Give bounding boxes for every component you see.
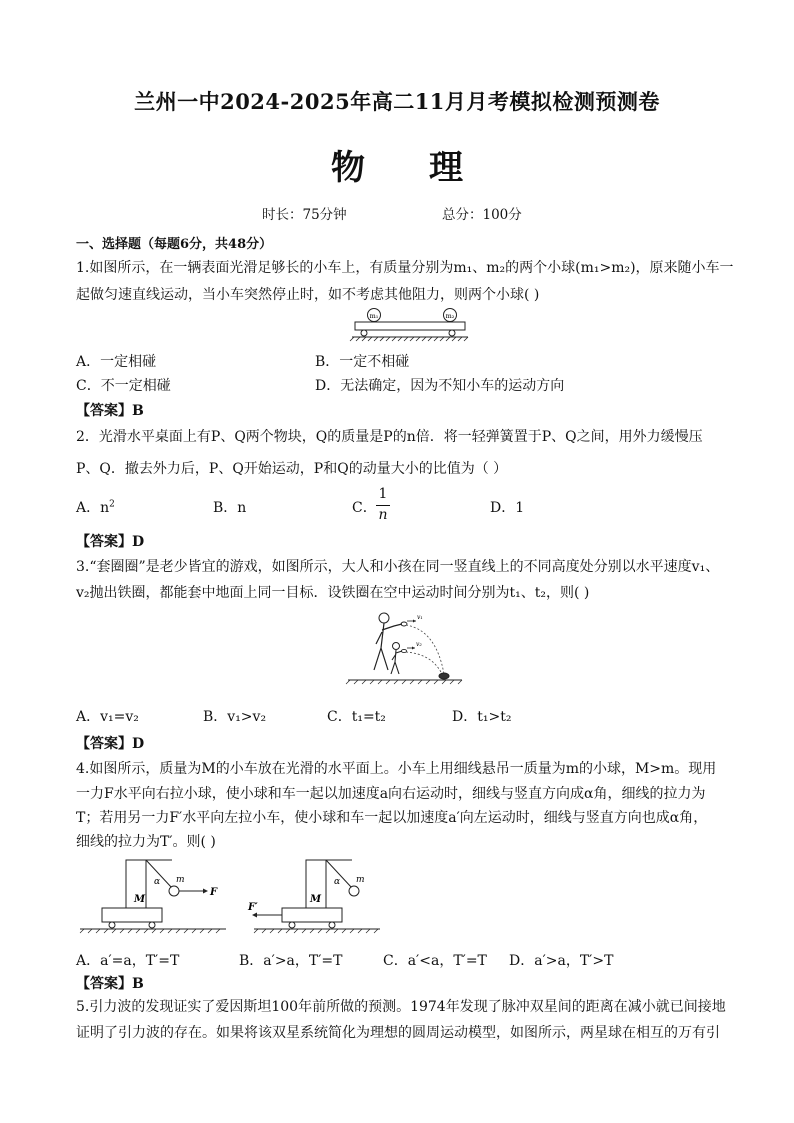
- q2-option-d: D．1: [490, 500, 525, 516]
- q5-stem-line1: 5.引力波的发现证实了爱因斯坦100年前所做的预测。1974年发现了脉冲双星间的距离在减小就已间接地: [76, 999, 726, 1015]
- exam-title: 兰州一中2024-2025年高二11月月考模拟检测预测卷: [134, 89, 660, 114]
- q3-option-a: A．v₁=v₂: [76, 709, 139, 725]
- q4-option-a: A．a′=a，T′=T: [76, 953, 180, 969]
- q2-option-c-denominator: n: [378, 507, 388, 523]
- q4-option-d: D．a′>a，T′>T: [509, 953, 614, 969]
- q1-stem-line1: 1.如图所示，在一辆表面光滑足够长的小车上，有质量分别为m₁、m₂的两个小球(m₁>m₂)，原来随小车一: [76, 260, 734, 276]
- q4-fig2-F: F′: [248, 902, 258, 913]
- q2-option-c-label: C．: [352, 500, 377, 516]
- q3-label-v2: v₂: [416, 641, 422, 648]
- q3-option-c: C．t₁=t₂: [327, 709, 386, 725]
- q1-ball-m1-label: m₁: [369, 312, 379, 320]
- q4-figure-pull-ball: [76, 858, 236, 938]
- q2-option-b: B．n: [213, 500, 247, 516]
- q1-option-d: D．无法确定，因为不知小车的运动方向: [315, 378, 565, 394]
- q3-figure-ring-toss: [344, 608, 464, 688]
- q2-answer: 【答案】D: [76, 534, 145, 550]
- q3-label-v1: v₁: [417, 614, 423, 621]
- q4-option-c: C．a′<a，T′=T: [383, 953, 487, 969]
- q3-stem-line1: 3.“套圈圈”是老少皆宜的游戏，如图所示，大人和小孩在同一竖直线上的不同高度处分别以水平速度v₁、: [76, 559, 720, 575]
- q2-option-a: A．$n^2$: [76, 499, 115, 516]
- q3-option-d: D．t₁>t₂: [452, 709, 512, 725]
- q4-stem-line1: 4.如图所示，质量为M的小车放在光滑的水平面上。小车上用细线悬吊一质量为m的小球，M>m。现用: [76, 761, 717, 777]
- q3-answer: 【答案】D: [76, 736, 145, 752]
- q4-stem-line2: 一力F水平向右拉小球，使小球和车一起以加速度a向右运动时，细线与竖直方向成α角，细线的拉力为: [76, 786, 706, 802]
- q4-fig1-alpha: α: [154, 877, 161, 887]
- q4-fig2-alpha: α: [334, 877, 341, 887]
- total-score-label: 总分：100分: [442, 207, 522, 223]
- duration-label: 时长：75分钟: [262, 207, 347, 223]
- q1-option-c: C．不一定相碰: [76, 378, 171, 394]
- q2-stem-line1: 2．光滑水平桌面上有P、Q两个物块，Q的质量是P的n倍．将一轻弹簧置于P、Q之间，用外力缓慢压: [76, 429, 703, 445]
- q4-fig2-M: M: [310, 894, 322, 905]
- q1-option-a: A．一定相碰: [76, 354, 157, 370]
- q4-answer: 【答案】B: [76, 976, 144, 992]
- q1-option-b: B．一定不相碰: [315, 354, 410, 370]
- q1-stem-line2: 起做匀速直线运动，当小车突然停止时，如不考虑其他阻力，则两个小球( ): [76, 287, 540, 303]
- q4-figure-pull-cart: [244, 858, 384, 938]
- q4-fig2-m: m: [356, 875, 365, 885]
- q2-option-c-numerator: 1: [378, 486, 388, 502]
- q1-figure-cart: [352, 308, 472, 344]
- q4-stem-line3: T；若用另一力F′水平向左拉小车，使小球和车一起以加速度a′向左运动时，细线与竖直方向也成α角，: [76, 810, 708, 826]
- q4-fig1-F: F: [210, 887, 218, 898]
- q1-answer: 【答案】B: [76, 403, 144, 419]
- q4-fig1-m: m: [176, 875, 185, 885]
- section-heading: 一、选择题（每题6分，共48分）: [76, 237, 273, 252]
- q3-option-b: B．v₁>v₂: [203, 709, 267, 725]
- q3-stem-line2: v₂抛出铁圈，都能套中地面上同一目标．设铁圈在空中运动时间分别为t₁、t₂，则( ): [76, 585, 590, 601]
- q2-stem-line2: P、Q．撤去外力后，P、Q开始运动，P和Q的动量大小的比值为（ ）: [76, 461, 508, 477]
- q4-option-b: B．a′>a，T′=T: [239, 953, 343, 969]
- q2-fraction-bar: [376, 505, 390, 506]
- subject-title: 物理: [331, 148, 527, 188]
- q4-fig1-M: M: [134, 894, 146, 905]
- q5-stem-line2: 证明了引力波的存在。如果将该双星系统简化为理想的圆周运动模型，如图所示，两星球在相互的万有引: [76, 1025, 720, 1041]
- q4-stem-line4: 细线的拉力为T′。则( ): [76, 834, 216, 850]
- q1-ball-m2-label: m₂: [445, 312, 455, 320]
